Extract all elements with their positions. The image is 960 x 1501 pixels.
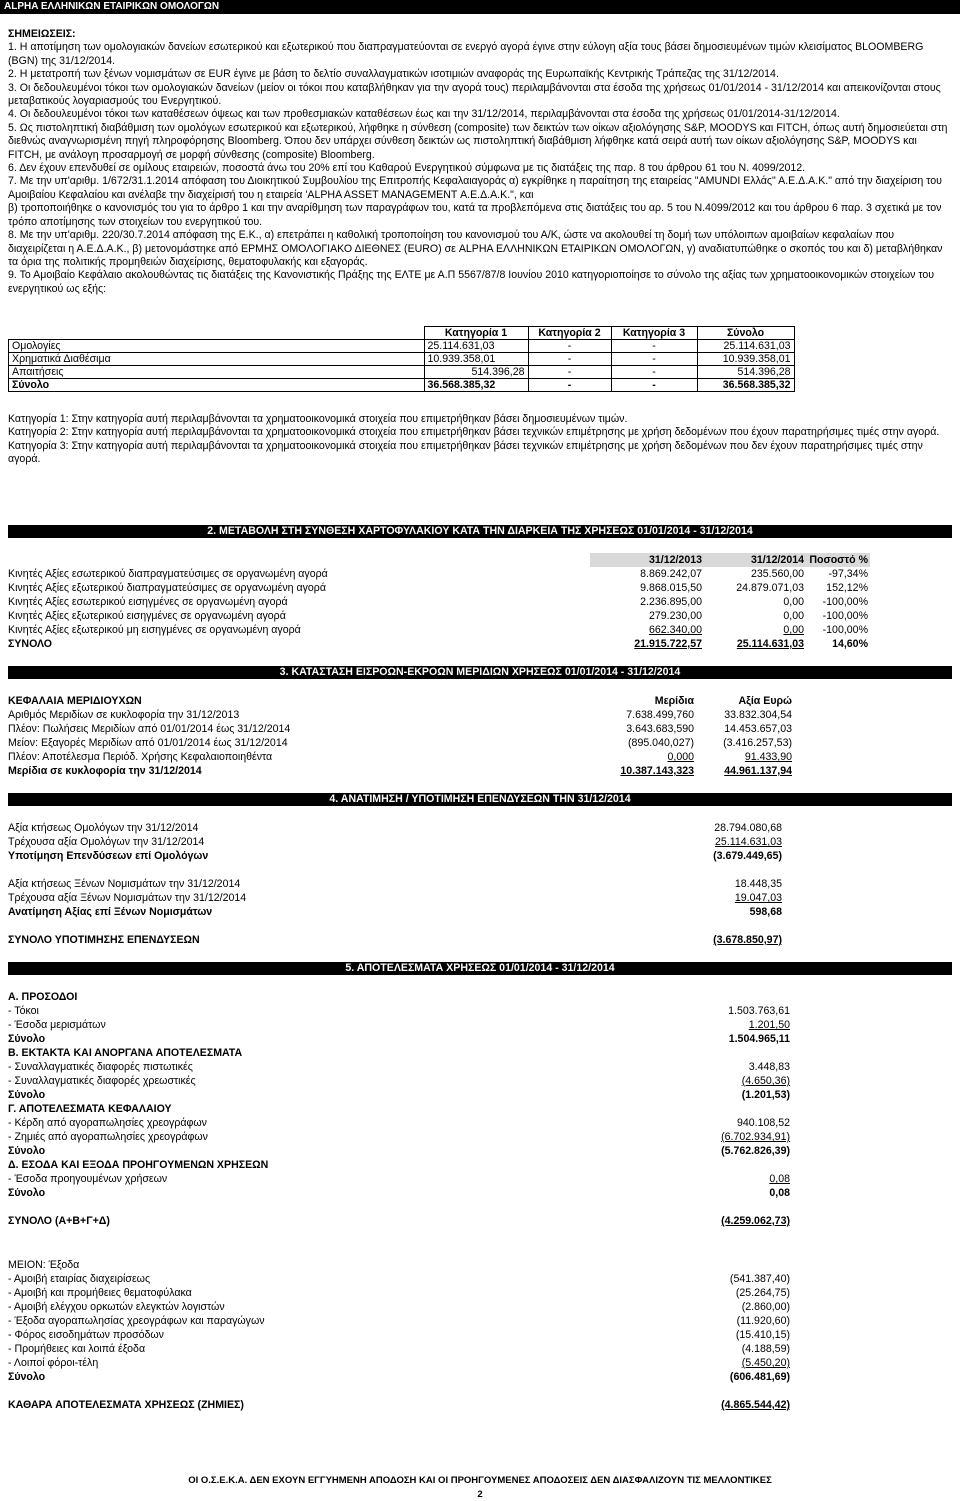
cell: (1.201,53) [741,1089,790,1101]
table-row-total [8,1370,868,1384]
cell: (4.188,59) [741,1343,790,1355]
row-label: - Κέρδη από αγοραπωλησίες χρεογράφων [8,1117,207,1129]
notes-title: ΣΗΜΕΙΩΣΕΙΣ: [8,28,76,40]
cell: 662.340,00 [648,624,702,636]
cell: 0,00 [783,596,804,608]
table-row [8,835,868,849]
col-header: 31/12/2014 [750,554,804,566]
cell: - [611,379,697,392]
row-label: - Συναλλαγματικές διαφορές πιστωτικές [8,1061,193,1073]
row-label: Κινητές Αξίες εξωτερικού μη εισηγμένες σε οργανωμένη αγορά [8,624,301,636]
row-label: Πλέον: Αποτέλεσμα Περιόδ. Χρήσης Κεφαλαιοποιηθέντα [8,751,273,763]
cell: 14.453.657,03 [724,723,792,735]
note-5: 5. Ως πιστοληπτική διαβάθμιση των ομολόγων εσωτερικού και εξωτερικού, λήφθηκε η σύνθεση (composite) των δεικτών των οίκων αξιολόγησης S&P, MOODYS και FITCH, όπως αυτή δημοσιεύεται στη διεθνώς αναγνωρισμένη πηγή πληροφόρησης Bloomberg. Όπου δεν υπάρχει σύνθεση δεικτών ως πιστοληπτική διαβάθμιση λήφθηκε κατά σειρά αυτή των οίκων αξιολόγησης S&P, MOODYS και FITCH, με ανάλογη προσαρμογή σε μορφή σύνθεσης (composite) Bloomberg. [8,121,948,161]
row-label: Αριθμός Μεριδίων σε κυκλοφορία την 31/12/2013 [8,709,240,721]
cell: - [528,340,611,353]
cell: 1.504.965,11 [728,1033,790,1045]
cell: (2.860,00) [741,1301,790,1313]
cell: 19.047,03 [734,892,782,904]
row-label: - Τόκοι [8,1005,39,1017]
table-row-total [8,764,868,778]
cell: 279.230,00 [648,610,702,622]
table-row [8,567,868,581]
row-label: - Αμοιβή εταιρίας διαχειρίσεως [8,1273,151,1285]
cell: -97,34% [828,568,868,580]
row-label: Πλέον: Πωλήσεις Μεριδίων από 01/01/2014 έως 31/12/2014 [8,723,291,735]
cell: 514.396,28 [424,366,528,379]
table-row-total [8,849,868,863]
row-label: Σύνολο [8,1089,46,1101]
note-9: 9. Το Αμοιβαίο Κεφάλαιο ακολουθώντας τις διατάξεις της Κανονιστικής Πράξης της ΕΛΤΕ με Α.Π 5567/87/8 Ιουνίου 2010 κατηγοριοποίησε το σύνολο της αξίας των χρηματοοικονομικών στοιχείων του ενεργητικού ως εξής: [8,269,935,295]
table-row [8,1314,868,1328]
note-4: 4. Οι δεδουλευμένοι τόκοι των καταθέσεων όψεως και των προθεσμιακών καταθέσεων έως και την 31/12/2014, περιλαμβάνονται στα έσοδα της χρήσεως 01/01/2014-31/12/2014. [8,108,840,121]
cell: (3.416.257,53) [723,737,792,749]
cell: 10.939.358,01 [424,353,528,366]
row-label: Ομολογίες [9,340,425,353]
col-header: Σύνολο [697,327,794,340]
cell: 7.638.499,760 [626,709,694,721]
row-label: ΣΥΝΟΛΟ [8,638,53,650]
cell: -100,00% [822,610,868,622]
cell: (4.259.062,73) [721,1215,790,1227]
group-c-head: Γ. ΑΠΟΤΕΛΕΣΜΑΤΑ ΚΕΦΑΛΑΙΟΥ [8,1103,172,1115]
table-row [8,1018,868,1032]
row-label: ΣΥΝΟΛΟ (Α+Β+Γ+Δ) [8,1215,110,1227]
net-result-row [8,1398,868,1412]
cell: - [528,379,611,392]
row-label: Τρέχουσα αξία Ξένων Νομισμάτων την 31/12/2014 [8,892,247,904]
row-label: Απαιτήσεις [9,366,425,379]
cell: 0,08 [769,1173,790,1185]
cell: -100,00% [822,596,868,608]
cell: 25.114.631,03 [697,340,794,353]
table-row [8,821,868,835]
row-label: - Αμοιβή ελέγχου ορκωτών ελεγκτών λογιστών [8,1301,225,1313]
col-header: Κατηγορία 1 [424,327,528,340]
row-label: Σύνολο [8,1145,46,1157]
cell: 25.114.631,03 [715,836,782,848]
cell: 44.961.137,94 [724,765,792,777]
cell: 2.236.895,00 [640,596,702,608]
cell: 0,08 [769,1187,790,1199]
cell: 33.832.304,54 [724,709,792,721]
cell: 3.448,83 [748,1061,790,1073]
cell: - [528,366,611,379]
row-label: Μείον: Εξαγορές Μεριδίων από 01/01/2014 έως 31/12/2014 [8,737,288,749]
note-7b: β) τροποποιήθηκε ο κανονισμός του για το άρθρο 1 και την αναρίθμηση των παραγράφων του, κατά τα προβλεπόμενα στις διατάξεις του αρ. 5 του Ν.4099/2012 και του άρθρου 6 παρ. 3 σχετικά με τον τρόπο αποτίμησης των στοιχείων του ενεργητικού του. [8,202,942,228]
col-header: Κατηγορία 3 [611,327,697,340]
cell: (6.702.934,91) [721,1131,790,1143]
row-label: Χρηματικά Διαθέσιμα [9,353,425,366]
row-label: Σύνολο [8,1371,46,1383]
note-6: 6. Δεν έχουν επενδυθεί σε ομίλους εταιρειών, ποσοστά άνω του 20% επί του Καθαρού Ενεργητικού σύμφωνα με τις διατάξεις της παρ. 8 του άρθρου 61 του Ν. 4099/2012. [8,162,806,175]
category-1-desc: Κατηγορία 1: Στην κατηγορία αυτή περιλαμβάνονται τα χρηματοοικονομικά στοιχεία που επιμετρήθηκαν βάσει δημοσιευμένων τιμών. [8,413,628,425]
section-2-header-row [8,553,868,567]
table-row [8,1286,868,1300]
section-5-title: 5. ΑΠΟΤΕΛΕΣΜΑΤΑ ΧΡΗΣΕΩΣ 01/01/2014 - 31/12/2014 [8,962,952,975]
table-row [8,1356,868,1370]
row-label: - Έσοδα μερισμάτων [8,1019,106,1031]
row-label: Κινητές Αξίες εσωτερικού διαπραγματεύσιμες σε οργανωμένη αγορά [8,568,328,580]
cell: 1.201,50 [748,1019,790,1031]
cell: - [611,353,697,366]
table-row [8,1272,868,1286]
row-label: - Ζημιές από αγοραπωλησίες χρεογράφων [8,1131,208,1143]
table-row [8,1060,868,1074]
table-row-total [8,933,868,947]
cell: 1.503.763,61 [728,1005,790,1017]
row-label: - Λοιποί φόροι-τέλη [8,1357,99,1369]
row-label: - Συναλλαγματικές διαφορές χρεωστικές [8,1075,196,1087]
cell: 0,00 [783,610,804,622]
table-row [8,1130,868,1144]
note-3: 3. Οι δεδουλευμένοι τόκοι των ομολογιακών δανείων (μείον οι τόκοι που καταβλήθηκαν για την αγορά τους) περιλαμβάνονται στα έσοδα της χρήσεως 01/01/2014 - 31/12/2014 και απεικονίζονται στους μεταβατικούς λογαριασμούς του Ενεργητικού. [8,81,941,108]
section-4-title: 4. ΑΝΑΤΙΜΗΣΗ / ΥΠΟΤΙΜΗΣΗ ΕΠΕΝΔΥΣΕΩΝ ΤΗΝ 31/12/2014 [8,793,952,806]
cell: - [611,340,697,353]
cell: (5.762.826,39) [721,1145,790,1157]
row-label: - Έσοδα προηγουμένων χρήσεων [8,1173,168,1185]
cell: 28.794.080,68 [714,822,782,834]
cell: 10.387.143,323 [620,765,694,777]
section-2-title: 2. ΜΕΤΑΒΟΛΗ ΣΤΗ ΣΥΝΘΕΣΗ ΧΑΡΤΟΦΥΛΑΚΙΟΥ ΚΑΤΑ ΤΗΝ ΔΙΑΡΚΕΙΑ ΤΗΣ ΧΡΗΣΕΩΣ 01/01/2014 - 31/12/2014 [8,525,952,538]
table-row [8,1172,868,1186]
disclaimer-footer: ΟΙ Ο.Σ.Ε.Κ.Α. ΔΕΝ ΕΧΟΥΝ ΕΓΓΥΗΜΕΝΗ ΑΠΟΔΟΣΗ ΚΑΙ ΟΙ ΠΡΟΗΓΟΥΜΕΝΕΣ ΑΠΟΔΟΣΕΙΣ ΔΕΝ ΔΙΑΣΦΑΛΙΖΟΥΝ ΤΙΣ ΜΕΛΛΟΝΤΙΚΕΣ [188,1475,772,1486]
category-2-desc: Κατηγορία 2: Στην κατηγορία αυτή περιλαμβάνονται τα χρηματοοικονομικά στοιχεία που επιμετρήθηκαν βάσει τεχνικών επιμέτρησης με χρήση δεδομένων που έχουν παρατηρήσιμες τιμές στην αγορά. [8,426,940,439]
expenses-head: ΜΕΙΟΝ: Έξοδα [8,1259,80,1271]
cell: 36.568.385,32 [424,379,528,392]
cell: 14,60% [832,638,868,650]
cell: 24.879.071,03 [736,582,804,594]
table-row-total [8,637,868,651]
cell: 940.108,52 [736,1117,790,1129]
cell: 598,68 [749,906,782,918]
table-row [8,750,868,764]
table-row [8,595,868,609]
row-label: - Προμήθειες και λοιπά έξοδα [8,1343,146,1355]
row-label: Τρέχουσα αξία Ομολόγων την 31/12/2014 [8,836,205,848]
group-d-head: Δ. ΕΣΟΔΑ ΚΑΙ ΕΞΟΔΑ ΠΡΟΗΓΟΥΜΕΝΩΝ ΧΡΗΣΕΩΝ [8,1159,269,1171]
cell: 0,000 [667,751,694,763]
table-row [8,581,868,595]
table-row-total [9,379,795,392]
cell: (15.410,15) [735,1329,790,1341]
table-row [8,1300,868,1314]
table-row [8,1004,868,1018]
col-header: Μερίδια [654,695,694,707]
cell: -100,00% [822,624,868,636]
cell: - [611,366,697,379]
category-descriptions [8,413,952,467]
row-label: - Έξοδα αγοραπωλησίας χρεογράφων και παραγώγων [8,1315,265,1327]
page-number: 2 [477,1489,483,1500]
col-header: Ποσοστό % [809,554,868,566]
table-row-total [8,1186,868,1200]
cell: 10.939.358,01 [697,353,794,366]
cell: 25.114.631,03 [736,638,804,650]
cell: (11.920,60) [736,1315,790,1327]
note-7a: 7. Με την υπ'αριθμ. 1/672/31.1.2014 απόφαση του Διοικητικού Συμβουλίου της Επιτροπής Κεφαλαιαγοράς α) εγκρίθηκε η παραίτηση της εταιρείας "AMUNDI Ελλάς" Α.Ε.Δ.Α.Κ." από την διαχείριση του Αμοιβαίου Κεφαλαίου και ανέλαβε την διαχείρισή του η εταιρεία 'ALPHA ASSET MANAGEMENT Α.Ε.Δ.Α.Κ.", και [8,175,942,201]
grand-total-row [8,1214,868,1228]
cell: 91.433,90 [744,751,792,763]
table-row-total [8,905,868,919]
table-row [8,609,868,623]
cell: 514.396,28 [697,366,794,379]
row-label: Αξία κτήσεως Ομολόγων την 31/12/2014 [8,822,199,834]
row-label: ΚΑΘΑΡΑ ΑΠΟΤΕΛΕΣΜΑΤΑ ΧΡΗΣΕΩΣ (ΖΗΜΙΕΣ) [8,1399,244,1411]
table-row [9,366,795,379]
col-header: Κατηγορία 2 [528,327,611,340]
table-row [8,1074,868,1088]
table-row [9,340,795,353]
cell: - [528,353,611,366]
cell: (4.865.544,42) [721,1399,790,1411]
col-header: 31/12/2013 [648,554,702,566]
col-header: Αξία Ευρώ [738,695,792,707]
cell: 152,12% [826,582,868,594]
cell: (5.450,20) [741,1357,790,1369]
table-row-total [8,1088,868,1102]
cell: 8.869.242,07 [640,568,702,580]
section-3-head-label: ΚΕΦΑΛΑΙΑ ΜΕΡΙΔΙΟΥΧΩΝ [8,695,142,707]
row-label: Κινητές Αξίες εξωτερικού διαπραγματεύσιμες σε οργανωμένη αγορά [8,582,326,594]
note-8: 8. Με την υπ'αριθμ. 220/30.7.2014 απόφαση της Ε.Κ., α) επετράπει η καθολική τροποποίηση του κανονισμού του Α/Κ, ώστε να ακολουθεί τη δομή των υπόλοιπων αμοιβαίων κεφαλαίων που διαχειρίζεται η Α.Ε.Δ.Α.Κ., β) μετονομάστηκε από ΕΡΜΗΣ ΟΜΟΛΟΓΙΑΚΟ ΔΙΕΘΝΕΣ (EURO) σε ALPHA ΕΛΛΗΝΙΚΩΝ ΕΤΑΙΡΙΚΩΝ ΟΜΟΛΟΓΩΝ, γ) αναδιατυπώθηκε ο σκοπός του και δ) μεταβλήθηκαν τα όρια της πολιτικής προμηθειών διαχείρισης, θεματοφυλακής και εξαγοράς. [8,229,943,268]
row-label: Σύνολο [8,1187,46,1199]
cell: (541.387,40) [729,1273,790,1285]
cell: 235.560,00 [750,568,804,580]
note-1: 1. Η αποτίμηση των ομολογιακών δανείων εσωτερικού και εξωτερικού που διαπραγματεύονται σε ενεργό αγορά έγινε στην εύλογη αξία τους βάσει δημοσιευμένων τιμών κλεισίματος BLOOMBERG (BGN) της 31/12/2014. [8,41,924,67]
cell: 18.448,35 [734,878,782,890]
row-label: - Φόρος εισοδημάτων προσόδων [8,1329,164,1341]
category-3-desc: Κατηγορία 3: Στην κατηγορία αυτή περιλαμβάνονται τα χρηματοοικονομικά στοιχεία που επιμετρήθηκαν βάσει τεχνικών επιμέτρησης με χρήση δεδομένων που δεν έχουν παρατηρήσιμες τιμές στην αγορά. [8,439,923,466]
notes-section [8,28,952,296]
cell: (895.040,027) [628,737,694,749]
row-label: Κινητές Αξίες εξωτερικού εισηγμένες σε οργανωμένη αγορά [8,610,286,622]
table-row [8,1328,868,1342]
fund-name-header: ALPHA ΕΛΛΗΝΙΚΩΝ ΕΤΑΙΡΙΚΩΝ ΟΜΟΛΟΓΩΝ [0,0,960,14]
row-label: ΣΥΝΟΛΟ ΥΠΟΤΙΜΗΣΗΣ ΕΠΕΝΔΥΣΕΩΝ [8,934,200,946]
table-row [8,1342,868,1356]
table-row-total [8,1032,868,1046]
row-label: Ανατίμηση Αξίας επί Ξένων Νομισμάτων [8,906,213,918]
cell: (3.679.449,65) [713,850,782,862]
note-2: 2. Η μετατροπή των ξένων νομισμάτων σε EUR έγινε με βάση το δελτίο συναλλαγματικών ισοτιμιών αναφοράς της Ευρωπαϊκής Κεντρικής Τράπεζας της 31/12/2014. [8,68,779,81]
row-label: Σύνολο [8,1033,46,1045]
category-table [8,326,795,392]
table-row [8,736,868,750]
row-label: - Αμοιβή και προμήθειες θεματοφύλακα [8,1287,192,1299]
table-row [8,877,868,891]
category-table-header [9,327,795,340]
cell: (4.650,36) [741,1075,790,1087]
group-a-head: Α. ΠΡΟΣΟΔΟΙ [8,991,78,1003]
row-label: Σύνολο [9,379,425,392]
table-row [8,891,868,905]
cell: 3.643.683,590 [626,723,694,735]
cell: (3.678.850,97) [713,934,782,946]
row-label: Αξία κτήσεως Ξένων Νομισμάτων την 31/12/2014 [8,878,241,890]
cell: 0,00 [783,624,804,636]
table-row [8,623,868,637]
section-3-title: 3. ΚΑΤΑΣΤΑΣΗ ΕΙΣΡΟΩΝ-ΕΚΡΟΩΝ ΜΕΡΙΔΙΩΝ ΧΡΗΣΕΩΣ 01/01/2014 - 31/12/2014 [8,666,952,679]
table-row [8,708,868,722]
row-label: Κινητές Αξίες εσωτερικού εισηγμένες σε οργανωμένη αγορά [8,596,288,608]
cell: 21.915.722,57 [634,638,702,650]
cell: (606.481,69) [729,1371,790,1383]
group-b-head: Β. ΕΚΤΑΚΤΑ ΚΑΙ ΑΝΟΡΓΑΝΑ ΑΠΟΤΕΛΕΣΜΑΤΑ [8,1047,243,1059]
table-row [9,353,795,366]
cell: (25.264,75) [735,1287,790,1299]
section-3-header-row [8,694,868,708]
table-row [8,722,868,736]
row-label: Υποτίμηση Επενδύσεων επί Ομολόγων [8,850,209,862]
cell: 25.114.631,03 [424,340,528,353]
table-row-total [8,1144,868,1158]
cell: 9.868.015,50 [640,582,702,594]
row-label: Μερίδια σε κυκλοφορία την 31/12/2014 [8,765,202,777]
table-row [8,1116,868,1130]
cell: 36.568.385,32 [697,379,794,392]
